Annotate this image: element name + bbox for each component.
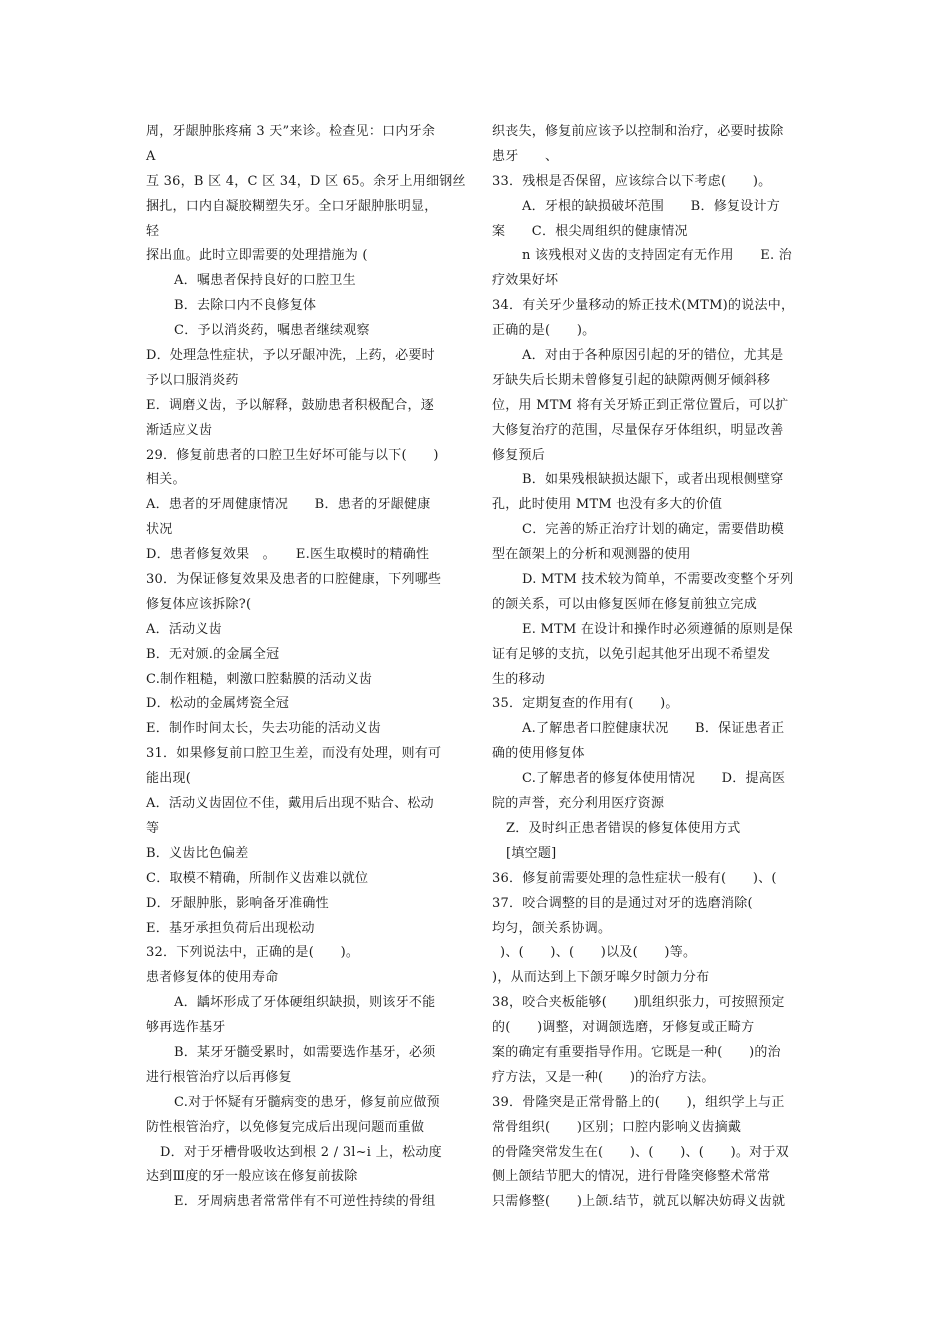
- text-line: B．无对颁.的金属全冠: [146, 646, 280, 662]
- text-line: A．对由于各种原因引起的牙的错位，尤其是: [522, 348, 784, 364]
- text-line: A: [146, 148, 156, 164]
- text-line: 进行根管治疗以后再修复: [146, 1069, 292, 1085]
- text-line: 大修复治疗的范围，尽量保存牙体组织，明显改善: [492, 422, 784, 438]
- text-line: 予以口服消炎药: [146, 372, 239, 388]
- text-line: 35．定期复查的作用有( )。: [492, 696, 679, 712]
- text-line: 相关。: [146, 472, 186, 488]
- text-line: 疗效果好坏: [492, 273, 559, 289]
- text-line: B．如果残根缺损达龈下，或者出现根侧壁穿: [522, 472, 784, 488]
- text-line: 均匀，颌关系协调。: [492, 920, 612, 936]
- text-line: E．调磨义齿，予以解释，鼓励患者积极配合，逐: [146, 397, 434, 413]
- text-line: A．患者的牙周健康情况 B．患者的牙龈健康: [146, 497, 431, 513]
- text-line: 的骨隆突常发生在( )、( )、( )。对于双: [492, 1144, 789, 1160]
- text-line: 能出现(: [146, 771, 192, 787]
- text-line: n 该残根对义齿的支持固定有无作用 E. 治: [522, 248, 793, 264]
- text-line: 32．下列说法中，正确的是( )。: [146, 945, 360, 961]
- text-line: 孔，此时使用 MTM 也没有多大的价值: [492, 497, 723, 513]
- text-line: 位，用 MTM 将有关牙矫正到正常位置后，可以扩: [492, 397, 789, 413]
- text-line: 修复预后: [492, 447, 546, 463]
- left-text-column: [146, 120, 464, 1215]
- text-line: A．活动义齿: [146, 621, 222, 637]
- text-line: 31．如果修复前口腔卫生差，而没有处理，则有可: [146, 746, 442, 762]
- text-line: 确的使用修复体: [492, 746, 585, 762]
- text-line: E．基牙承担负荷后出现松动: [146, 920, 315, 936]
- text-line: 患牙 、: [492, 148, 559, 164]
- text-line: )，从而达到上下颌牙嗥夕时颌力分布: [492, 970, 710, 986]
- text-line: 探出血。此时立即需要的处理措施为 (: [146, 248, 368, 264]
- text-line: 达到Ⅲ度的牙一般应该在修复前拔除: [146, 1169, 358, 1185]
- text-line: C．取模不精确，所制作义齿难以就位: [146, 870, 369, 886]
- text-line: 生的移动: [492, 671, 546, 687]
- text-line: 案的确定有重要指导作用。它既是一种( )的治: [492, 1044, 781, 1060]
- text-line: 状况: [146, 522, 173, 538]
- text-line: 周，牙龈肿胀疼痛 3 天”来诊。检查见：口内牙余: [146, 124, 436, 139]
- text-line: A．牙根的缺损破坏范围 B．修复设计方: [522, 198, 780, 214]
- text-line: 案 C．根尖周组织的健康情况: [492, 223, 688, 239]
- text-line: 修复体应该拆除?(: [146, 596, 252, 612]
- text-line: )、( )、( )以及( )等。: [500, 945, 697, 961]
- text-line: A．龋坏形成了牙体硬组织缺损，则该牙不能: [174, 995, 436, 1011]
- text-line: A．活动义齿固位不佳，戴用后出现不贴合、松动: [146, 796, 434, 812]
- text-line: B．去除口内不良修复体: [174, 298, 317, 314]
- text-line: C.制作粗糙，刺激口腔黏膜的活动义齿: [146, 671, 373, 687]
- text-line: 常骨组织( )区别；口腔内影响义齿摘戴: [492, 1119, 742, 1135]
- text-line: D．牙龈肿胀，影响备牙准确性: [146, 895, 329, 911]
- text-line: D．对于牙槽骨吸收达到根 2 / 3l~i 上，松动度: [160, 1144, 442, 1160]
- text-line: 等: [146, 820, 160, 836]
- text-line: [填空题]: [506, 845, 557, 861]
- text-line: Z．及时纠正患者错误的修复体使用方式: [506, 820, 741, 836]
- text-line: D. MTM 技术较为简单，不需要改变整个牙列: [522, 572, 794, 588]
- text-line: E. MTM 在设计和操作时必须遵循的原则是保: [522, 621, 793, 637]
- text-line: 够再选作基牙: [146, 1020, 226, 1036]
- text-line: 34．有关牙少量移动的矫正技术(MTM)的说法中，: [492, 298, 795, 314]
- text-line: 防性根管治疗，以免修复完成后出现问题而重做: [146, 1119, 425, 1135]
- text-line: D．患者修复效果 。 E.医生取模时的精确性: [146, 547, 430, 563]
- text-line: 轻: [146, 223, 160, 239]
- text-line: 36．修复前需要处理的急性症状一般有( )、(: [492, 870, 777, 886]
- text-line: C.对于怀疑有牙髓病变的患牙，修复前应做预: [174, 1094, 440, 1110]
- text-line: C．完善的矫正治疗计划的确定，需要借助模: [522, 522, 784, 538]
- text-line: 疗方法，又是一种( )的治疗方法。: [492, 1069, 715, 1085]
- text-line: 侧上颌结节肥大的情况，进行骨隆突修整术常常: [492, 1169, 771, 1185]
- text-line: C.了解患者的修复体使用情况 D．提高医: [522, 771, 786, 787]
- text-line: B．义齿比色偏差: [146, 845, 249, 861]
- text-line: 证有足够的支抗，以免引起其他牙出现不希望发: [492, 646, 771, 662]
- text-line: 的颌关系，可以由修复医师在修复前独立完成: [492, 596, 758, 612]
- text-line: E．牙周病患者常常伴有不可逆性持续的骨组: [174, 1194, 436, 1210]
- text-line: 型在颌架上的分析和观测器的使用: [492, 547, 691, 563]
- text-line: A.了解患者口腔健康状况 B．保证患者正: [522, 721, 785, 737]
- text-line: 渐适应义齿: [146, 422, 213, 438]
- right-text-column: [492, 120, 810, 1215]
- text-line: 患者修复体的使用寿命: [146, 970, 279, 986]
- text-line: B．某牙牙髓受累时，如需要选作基牙，必须: [174, 1044, 436, 1060]
- text-line: E．制作时间太长，失去功能的活动义齿: [146, 721, 381, 737]
- text-line: 只需修整( )上颌.结节，就瓦以解决妨碍义齿就: [492, 1194, 786, 1210]
- text-line: 33．残根是否保留，应该综合以下考虑( )。: [492, 173, 772, 189]
- text-line: 院的声誉，充分利用医疗资源: [492, 796, 665, 812]
- text-line: 牙缺失后长期未曾修复引起的缺隙两侧牙倾斜移: [492, 372, 771, 388]
- text-line: 30．为保证修复效果及患者的口腔健康，下列哪些: [146, 572, 442, 588]
- text-line: 捆扎，口内自凝胶糊塑失牙。全口牙龈肿胀明显，: [146, 198, 438, 214]
- text-line: 互 36，B 区 4，C 区 34，D 区 65。余牙上用细钢丝: [146, 173, 466, 189]
- text-line: 的( )调整，对调颌选磨，牙修复或正畸方: [492, 1020, 755, 1036]
- text-line: 29．修复前患者的口腔卫生好坏可能与以下( ): [146, 447, 439, 463]
- text-line: 37．咬合调整的目的是通过对牙的选磨消除(: [492, 895, 753, 911]
- text-line: A．嘱患者保持良好的口腔卫生: [174, 273, 356, 289]
- text-line: 38，咬合夹板能够( )肌组织张力，可按照预定: [492, 995, 785, 1011]
- text-line: 正确的是( )。: [492, 323, 596, 339]
- text-line: 39．骨隆突是正常骨骼上的( )，组织学上与正: [492, 1094, 785, 1110]
- text-line: 织丧失，修复前应该予以控制和治疗，必要时拔除: [492, 124, 784, 139]
- text-line: C．予以消炎药，嘱患者继续观察: [174, 323, 370, 339]
- text-line: D．处理急性症状，予以牙龈冲洗，上药，必要时: [146, 348, 435, 364]
- text-line: D．松动的金属烤瓷全冠: [146, 696, 290, 712]
